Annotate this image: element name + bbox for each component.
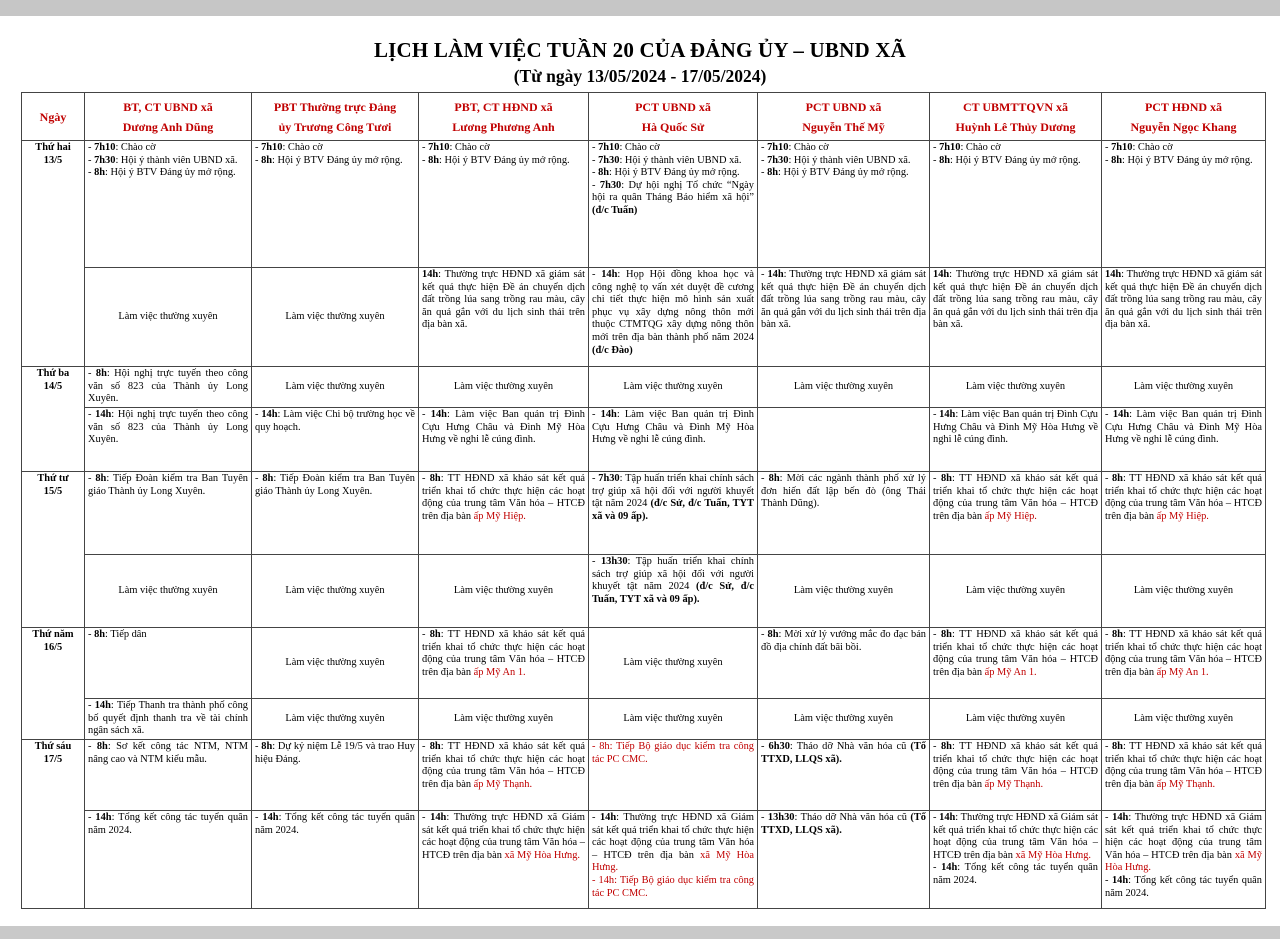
cell: - 14h: Làm việc Chi bộ trường học về quy hoạch. (252, 408, 419, 472)
cell: - 6h30: Tháo dỡ Nhà văn hóa cũ (Tổ TTXD, LLQS xã). (758, 740, 930, 811)
cell: - 14h: Thường trực HĐND xã Giám sát kết quả triển khai tổ chức thực hiện các hoạt động của trung tâm Văn hóa – HTCĐ trên địa bàn xã Mỹ Hòa Hưng. - 14h: Tổng kết công tác tuyển quân năm 2024. (930, 811, 1102, 909)
cell: - 14h: Thường trực HĐND xã Giám sát kết quả triển khai tổ chức thực hiện các hoạt động của trung tâm Văn hóa – HTCĐ trên địa bàn xã Mỹ Hòa Hưng. - 14h: Tiếp Bộ giáo dục kiểm tra công tác PC CMC. (589, 811, 758, 909)
cell: - 8h: TT HĐND xã khảo sát kết quả triển khai tổ chức thực hiện các hoạt động của trung tâm Văn hóa – HTCĐ trên địa bàn ấp Mỹ An 1. (1102, 628, 1266, 699)
regular-work: Làm việc thường xuyên (589, 699, 758, 740)
cell: - 8h: Sơ kết công tác NTM, NTM nâng cao và NTM kiểu mẫu. (85, 740, 252, 811)
wed-pm-row (22, 555, 1266, 628)
fri-pm-row (22, 811, 1266, 909)
regular-work: Làm việc thường xuyên (1102, 367, 1266, 408)
cell: 14h: Thường trực HĐND xã giám sát kết quả thực hiện Đề án chuyển dịch đất trồng lúa sang trồng rau màu, cây ăn quả gắn với du lịch sinh thái trên địa bàn xã. (419, 268, 589, 367)
header-col-4: PCT UBND xã Hà Quốc Sử (589, 93, 758, 141)
regular-work: Làm việc thường xuyên (930, 699, 1102, 740)
header-col-5: PCT UBND xã Nguyễn Thế Mỹ (758, 93, 930, 141)
cell: - 8h: Tiếp Bộ giáo dục kiểm tra công tác PC CMC. (589, 740, 758, 811)
cell: - 8h: TT HĐND xã khảo sát kết quả triển khai tổ chức thực hiện các hoạt động của trung tâm Văn hóa – HTCĐ trên địa bàn ấp Mỹ An 1. (419, 628, 589, 699)
cell: - 8h: Hội nghị trực tuyến theo công văn số 823 của Thành ủy Long Xuyên. (85, 367, 252, 408)
cell: 14h: Thường trực HĐND xã giám sát kết quả thực hiện Đề án chuyển dịch đất trồng lúa sang trồng rau màu, cây ăn quả gắn với du lịch sinh thái trên địa bàn xã. (1102, 268, 1266, 367)
regular-work: Làm việc thường xuyên (758, 699, 930, 740)
cell: - 7h10: Chào cờ - 8h: Hội ý BTV Đảng ủy mở rộng. (419, 141, 589, 268)
cell: - 8h: Mời các ngành thành phố xử lý đơn hiến đất lập bến đò (ông Thái Thành Dũng). (758, 472, 930, 555)
cell: - 13h30: Tập huấn triển khai chính sách trợ giúp xã hội đối với người khuyết tật năm 2024 (đ/c Sử, đ/c Tuấn, TYT xã và 09 ấp). (589, 555, 758, 628)
regular-work: Làm việc thường xuyên (930, 367, 1102, 408)
cell: - 14h: Thường trực HĐND xã Giám sát kết quả triển khai tổ chức thực hiện các hoạt động của trung tâm Văn hóa – HTCĐ trên địa bàn xã Mỹ Hòa Hưng. - 14h: Tổng kết công tác tuyển quân năm 2024. (1102, 811, 1266, 909)
cell: - 7h10: Chào cờ - 7h30: Hội ý thành viên UBND xã. - 8h: Hội ý BTV Đảng ủy mở rộng. (758, 141, 930, 268)
cell: - 14h: Thường trực HĐND xã giám sát kết quả thực hiện Đề án chuyển dịch đất trồng lúa sang trồng rau màu, cây ăn quả gắn với du lịch sinh thái trên địa bàn xã. (758, 268, 930, 367)
cell: - 7h10: Chào cờ - 7h30: Hội ý thành viên UBND xã. - 8h: Hội ý BTV Đảng ủy mở rộng. (85, 141, 252, 268)
header-day: Ngày (22, 93, 85, 141)
day-tue: Thứ ba 14/5 (22, 367, 85, 472)
cell: - 7h30: Tập huấn triển khai chính sách trợ giúp xã hội đối với người khuyết tật năm 2024 (đ/c Sử, đ/c Tuấn, TYT xã và 09 ấp). (589, 472, 758, 555)
schedule-table (21, 92, 1266, 909)
cell: - 7h10: Chào cờ - 7h30: Hội ý thành viên UBND xã. - 8h: Hội ý BTV Đảng ủy mở rộng. - 7h30: Dự hội nghị Tổ chức “Ngày hội ra quân Tháng Bảo hiểm xã hội” (đ/c Tuấn) (589, 141, 758, 268)
header-col-2: PBT Thường trực Đảng ủy Trương Công Tươi (252, 93, 419, 141)
thu-pm-row (22, 699, 1266, 740)
regular-work: Làm việc thường xuyên (1102, 699, 1266, 740)
mon-pm-row (22, 268, 1266, 367)
cell: - 8h: TT HĐND xã khảo sát kết quả triển khai tổ chức thực hiện các hoạt động của trung tâm Văn hóa – HTCĐ trên địa bàn ấp Mỹ Thạnh. (1102, 740, 1266, 811)
regular-work: Làm việc thường xuyên (758, 367, 930, 408)
cell: - 8h: Mời xử lý vướng mắc đo đạc bản đồ địa chính đất bãi bồi. (758, 628, 930, 699)
regular-work: Làm việc thường xuyên (252, 628, 419, 699)
cell: - 8h: Tiếp dân (85, 628, 252, 699)
regular-work: Làm việc thường xuyên (589, 367, 758, 408)
tue-pm-row (22, 408, 1266, 472)
page-subtitle: (Từ ngày 13/05/2024 - 17/05/2024) (513, 66, 767, 86)
cell: - 8h: Tiếp Đoàn kiểm tra Ban Tuyên giáo Thành ủy Long Xuyên. (252, 472, 419, 555)
cell: - 14h: Tổng kết công tác tuyển quân năm 2024. (85, 811, 252, 909)
regular-work: Làm việc thường xuyên (85, 268, 252, 367)
regular-work: Làm việc thường xuyên (252, 699, 419, 740)
regular-work: Làm việc thường xuyên (85, 555, 252, 628)
day-thu: Thứ năm 16/5 (22, 628, 85, 740)
regular-work: Làm việc thường xuyên (252, 367, 419, 408)
regular-work: Làm việc thường xuyên (252, 268, 419, 367)
cell: - 8h: TT HĐND xã khảo sát kết quả triển khai tổ chức thực hiện các hoạt động của trung tâm Văn hóa – HTCĐ trên địa bàn ấp Mỹ Hiệp. (930, 472, 1102, 555)
bottom-bar (0, 926, 1280, 939)
tue-am-row (22, 367, 1266, 408)
regular-work: Làm việc thường xuyên (419, 367, 589, 408)
cell: - 14h: Hội nghị trực tuyến theo công văn số 823 của Thành ủy Long Xuyên. (85, 408, 252, 472)
wed-am-row (22, 472, 1266, 555)
cell: - 8h: Tiếp Đoàn kiểm tra Ban Tuyên giáo Thành ủy Long Xuyên. (85, 472, 252, 555)
header-col-6: CT UBMTTQVN xã Huỳnh Lê Thủy Dương (930, 93, 1102, 141)
cell: - 13h30: Tháo dỡ Nhà văn hóa cũ (Tổ TTXD, LLQS xã). (758, 811, 930, 909)
cell: - 14h: Làm việc Ban quản trị Đình Cựu Hưng Châu và Đình Mỹ Hòa Hưng về nghi lễ cúng đình. (930, 408, 1102, 472)
top-bar (0, 0, 1280, 16)
cell: 14h: Thường trực HĐND xã giám sát kết quả thực hiện Đề án chuyển dịch đất trồng lúa sang trồng rau màu, cây ăn quả gắn với du lịch sinh thái trên địa bàn xã. (930, 268, 1102, 367)
cell: - 8h: TT HĐND xã khảo sát kết quả triển khai tổ chức thực hiện các hoạt động của trung tâm Văn hóa – HTCĐ trên địa bàn ấp Mỹ Hiệp. (1102, 472, 1266, 555)
fri-am-row (22, 740, 1266, 811)
regular-work: Làm việc thường xuyên (930, 555, 1102, 628)
cell: - 8h: TT HĐND xã khảo sát kết quả triển khai tổ chức thực hiện các hoạt động của trung tâm Văn hóa – HTCĐ trên địa bàn ấp Mỹ Thạnh. (930, 740, 1102, 811)
cell: - 14h: Làm việc Ban quản trị Đình Cựu Hưng Châu và Đình Mỹ Hòa Hưng về nghi lễ cúng đình. (419, 408, 589, 472)
cell: - 8h: TT HĐND xã khảo sát kết quả triển khai tổ chức thực hiện các hoạt động của trung tâm Văn hóa – HTCĐ trên địa bàn ấp Mỹ An 1. (930, 628, 1102, 699)
cell: - 14h: Tổng kết công tác tuyển quân năm 2024. (252, 811, 419, 909)
regular-work: Làm việc thường xuyên (758, 555, 930, 628)
cell: - 8h: TT HĐND xã khảo sát kết quả triển khai tổ chức thực hiện các hoạt động của trung tâm Văn hóa – HTCĐ trên địa bàn ấp Mỹ Thạnh. (419, 740, 589, 811)
header-row (22, 93, 1266, 141)
regular-work: Làm việc thường xuyên (589, 628, 758, 699)
cell: - 8h: Dự kỷ niệm Lễ 19/5 và trao Huy hiệu Đảng. (252, 740, 419, 811)
thu-am-row (22, 628, 1266, 699)
day-fri: Thứ sáu 17/5 (22, 740, 85, 909)
day-mon: Thứ hai 13/5 (22, 141, 85, 367)
cell: - 8h: TT HĐND xã khảo sát kết quả triển khai tổ chức thực hiện các hoạt động của trung tâm Văn hóa – HTCĐ trên địa bàn ấp Mỹ Hiệp. (419, 472, 589, 555)
cell: - 14h: Làm việc Ban quản trị Đình Cựu Hưng Châu và Đình Mỹ Hòa Hưng về nghi lễ cúng đình. (1102, 408, 1266, 472)
day-wed: Thứ tư 15/5 (22, 472, 85, 628)
cell: - 14h: Họp Hội đồng khoa học và công nghệ tọ vấn xét duyệt đề cương chi tiết thực hiện mô hình sản xuất phục vụ xây dựng nông thôn mới thuộc CTMTQG xây dựng nông thôn mới trên địa bàn thành phố năm 2024 (đ/c Đào) (589, 268, 758, 367)
cell-empty (758, 408, 930, 472)
regular-work: Làm việc thường xuyên (419, 699, 589, 740)
mon-am-row (22, 141, 1266, 268)
cell: - 14h: Tiếp Thanh tra thành phố công bố quyết định thanh tra về tài chính ngân sách xã. (85, 699, 252, 740)
header-col-3: PBT, CT HĐND xã Lương Phương Anh (419, 93, 589, 141)
cell: - 7h10: Chào cờ - 8h: Hội ý BTV Đảng ủy mở rộng. (930, 141, 1102, 268)
header-col-1: BT, CT UBND xã Dương Anh Dũng (85, 93, 252, 141)
regular-work: Làm việc thường xuyên (1102, 555, 1266, 628)
regular-work: Làm việc thường xuyên (419, 555, 589, 628)
regular-work: Làm việc thường xuyên (252, 555, 419, 628)
cell: - 7h10: Chào cờ - 8h: Hội ý BTV Đảng ủy mở rộng. (1102, 141, 1266, 268)
cell: - 7h10: Chào cờ - 8h: Hội ý BTV Đảng ủy mở rộng. (252, 141, 419, 268)
cell: - 14h: Làm việc Ban quản trị Đình Cựu Hưng Châu và Đình Mỹ Hòa Hưng về nghi lễ cúng đình. (589, 408, 758, 472)
header-col-7: PCT HĐND xã Nguyễn Ngọc Khang (1102, 93, 1266, 141)
cell: - 14h: Thường trực HĐND xã Giám sát kết quả triển khai tổ chức thực hiện các hoạt động của trung tâm Văn hóa – HTCĐ trên địa bàn xã Mỹ Hòa Hưng. (419, 811, 589, 909)
page-title: LỊCH LÀM VIỆC TUẦN 20 CỦA ĐẢNG ỦY – UBND XÃ (373, 38, 907, 62)
